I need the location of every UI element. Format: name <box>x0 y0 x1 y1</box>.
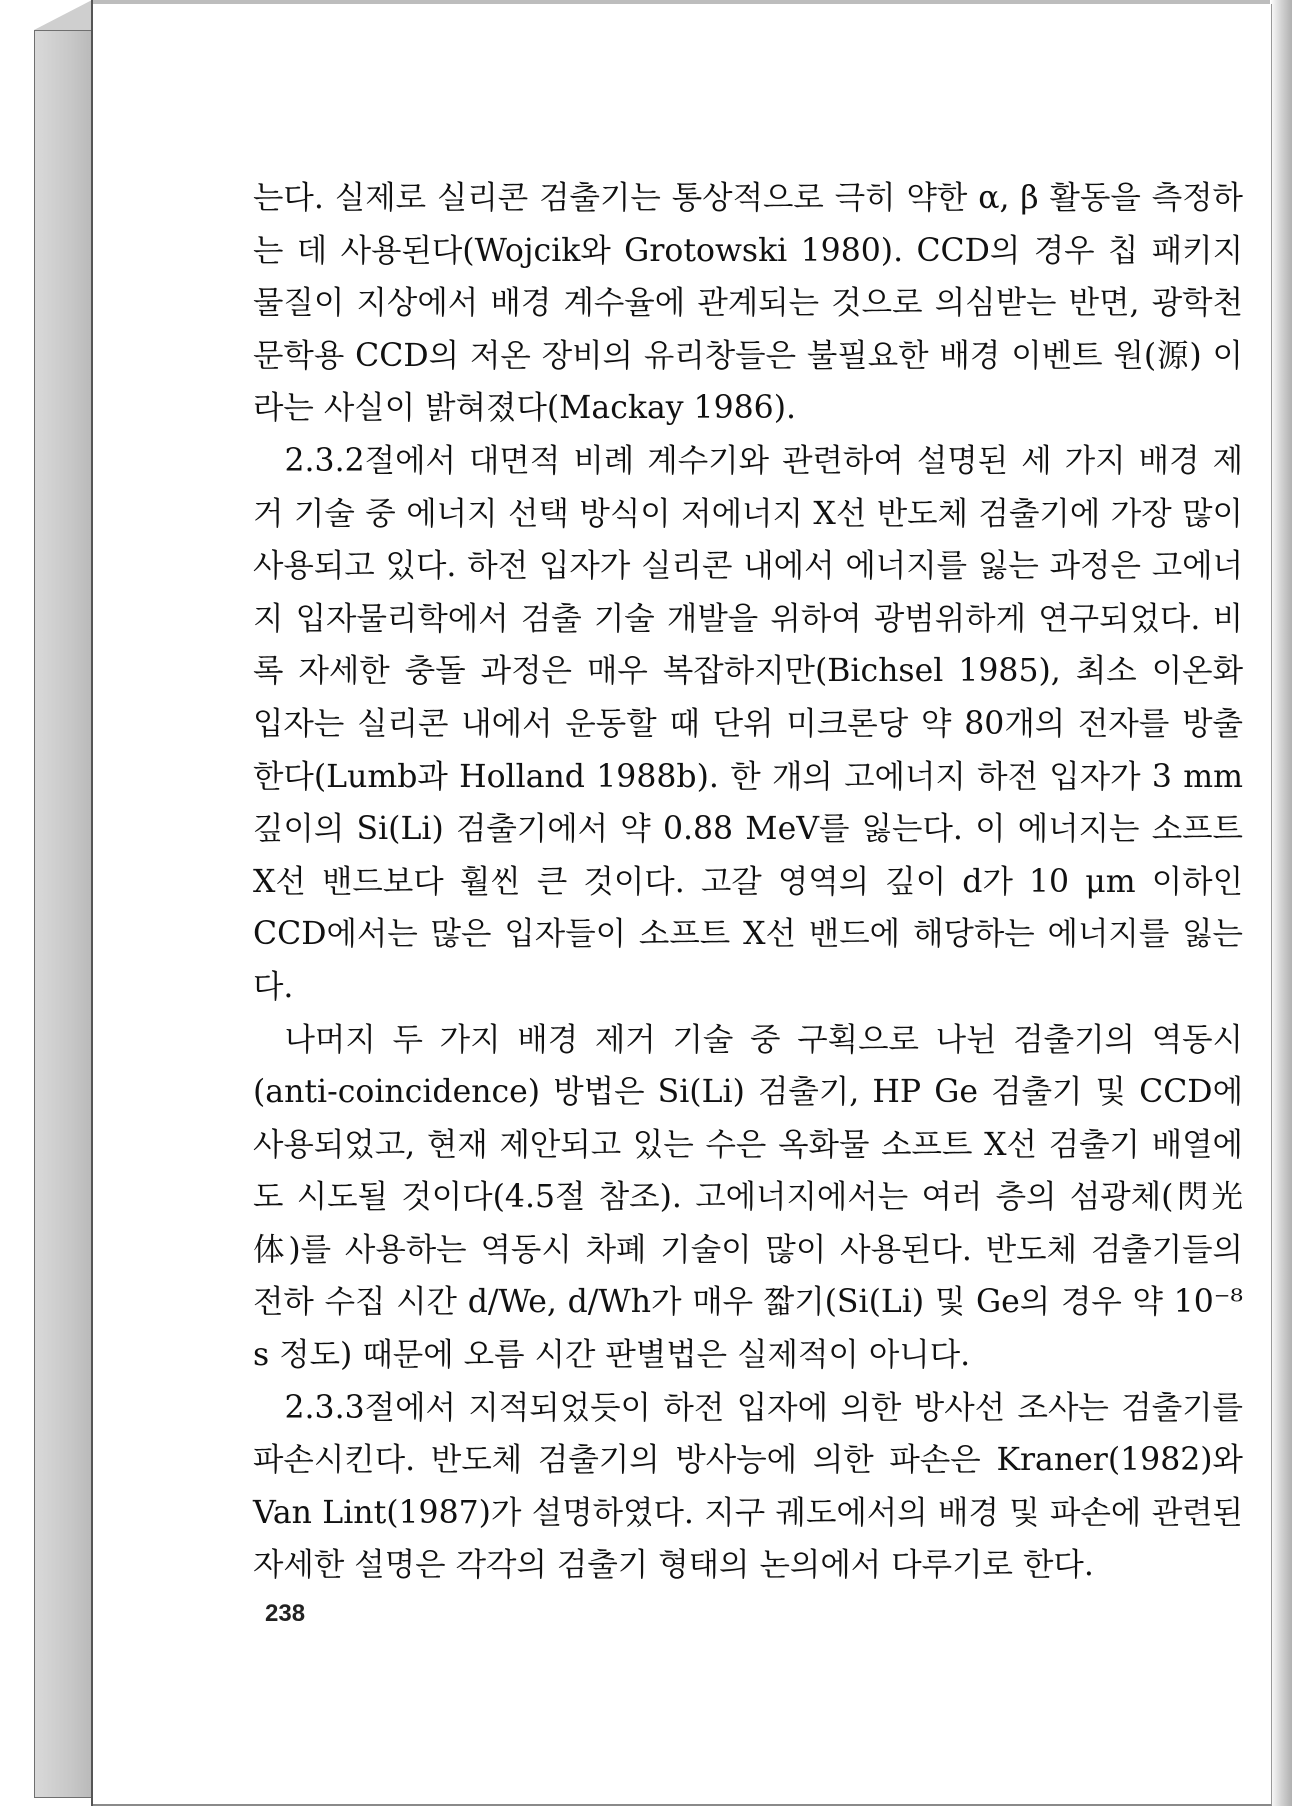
paragraph-2: 2.3.2절에서 대면적 비례 계수기와 관련하여 설명된 세 가지 배경 제거 기술 중 에너지 선택 방식이 저에너지 X선 반도체 검출기에 가장 많이 사용되고 있다. 하전 입자가 실리콘 내에서 에너지를 잃는 과정은 고에너지 입자물리학에서 검출 기술 개발을 위하여 광범위하게 연구되었다. 비록 자세한 충돌 과정은 매우 복잡하지만(Bichsel 1985), 최소 이온화 입자는 실리콘 내에서 운동할 때 단위 미크론당 약 80개의 전자를 방출한다(Lumb과 Holland 1988b). 한 개의 고에너지 하전 입자가 3 mm 깊이의 Si(Li) 검출기에서 약 0.88 MeV를 잃는다. 이 에너지는 소프트 X선 밴드보다 훨씬 큰 것이다. 고갈 영역의 깊이 d가 10 μm 이하인 CCD에서는 많은 입자들이 소프트 X선 밴드에 해당하는 에너지를 잃는다. <box>253 442 1243 1005</box>
page-right-shadow <box>1270 0 1292 1806</box>
page-number: 238 <box>265 1600 306 1627</box>
book-spine-top <box>34 0 92 30</box>
paragraph-1: 는다. 실제로 실리콘 검출기는 통상적으로 극히 약한 α, β 활동을 측정하는 데 사용된다(Wojcik와 Grotowski 1980). CCD의 경우 칩 패키지 물질이 지상에서 배경 계수율에 관계되는 것으로 의심받는 반면, 광학천문학용 CCD의 저온 장비의 유리창들은 불필요한 배경 이벤트 원(源) 이라는 사실이 밝혀졌다(Mackay 1986). <box>253 180 1243 427</box>
paragraph-4: 2.3.3절에서 지적되었듯이 하전 입자에 의한 방사선 조사는 검출기를 파손시킨다. 반도체 검출기의 방사능에 의한 파손은 Kraner(1982)와 Van Lint(1987)가 설명하였다. 지구 궤도에서의 배경 및 파손에 관련된 자세한 설명은 각각의 검출기 형태의 논의에서 다루기로 한다. <box>253 1389 1243 1584</box>
body-text <box>253 172 1243 1592</box>
paragraph-3: 나머지 두 가지 배경 제거 기술 중 구획으로 나뉜 검출기의 역동시(anti-coincidence) 방법은 Si(Li) 검출기, HP Ge 검출기 및 CCD에 사용되었고, 현재 제안되고 있는 수은 옥화물 소프트 X선 검출기 배열에도 시도될 것이다(4.5절 참조). 고에너지에서는 여러 층의 섬광체(閃光体)를 사용하는 역동시 차폐 기술이 많이 사용된다. 반도체 검출기들의 전하 수집 시간 d/We, d/Wh가 매우 짧기(Si(Li) 및 Ge의 경우 약 10⁻⁸ s 정도) 때문에 오름 시간 판별법은 실제적이 아니다. <box>253 1021 1243 1374</box>
book-page <box>93 4 1272 1806</box>
book-spine <box>34 30 94 1798</box>
